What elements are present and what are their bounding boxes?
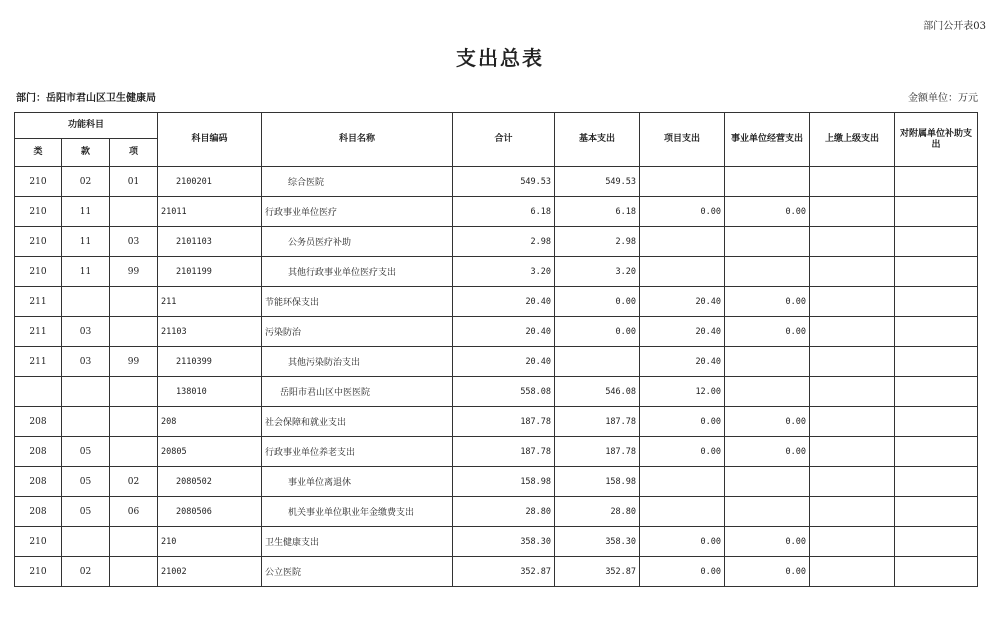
cell-subject-name: 行政事业单位养老支出 <box>262 437 453 467</box>
cell-upper <box>810 197 895 227</box>
cell-basic: 0.00 <box>555 317 640 347</box>
cell-lei: 210 <box>15 257 62 287</box>
cell-business <box>725 227 810 257</box>
cell-subject-name: 公立医院 <box>262 557 453 587</box>
cell-subject-name: 行政事业单位医疗 <box>262 197 453 227</box>
cell-subject-code: 2101103 <box>158 227 262 257</box>
cell-kuan <box>62 527 110 557</box>
table-row <box>15 377 978 407</box>
cell-subject-code: 20805 <box>158 437 262 467</box>
cell-upper <box>810 167 895 197</box>
cell-upper <box>810 497 895 527</box>
cell-subject-name: 机关事业单位职业年金缴费支出 <box>262 497 453 527</box>
table-row <box>15 407 978 437</box>
cell-lei <box>15 377 62 407</box>
cell-project: 20.40 <box>640 347 725 377</box>
header-basic: 基本支出 <box>555 113 640 167</box>
cell-subsidy <box>895 167 978 197</box>
cell-subsidy <box>895 557 978 587</box>
cell-total: 158.98 <box>453 467 555 497</box>
cell-subject-name: 其他污染防治支出 <box>262 347 453 377</box>
cell-basic: 352.87 <box>555 557 640 587</box>
table-row <box>15 287 978 317</box>
cell-subsidy <box>895 437 978 467</box>
cell-kuan <box>62 377 110 407</box>
cell-kuan: 11 <box>62 197 110 227</box>
cell-subject-code: 21103 <box>158 317 262 347</box>
cell-lei: 211 <box>15 287 62 317</box>
cell-basic: 0.00 <box>555 287 640 317</box>
cell-subject-code: 210 <box>158 527 262 557</box>
cell-business <box>725 467 810 497</box>
page-title: 支出总表 <box>456 46 544 70</box>
cell-subject-name: 岳阳市君山区中医医院 <box>262 377 453 407</box>
table-row <box>15 437 978 467</box>
header-xiang: 项 <box>110 139 158 167</box>
cell-kuan: 02 <box>62 557 110 587</box>
cell-xiang <box>110 407 158 437</box>
cell-xiang: 99 <box>110 347 158 377</box>
cell-upper <box>810 227 895 257</box>
cell-subsidy <box>895 467 978 497</box>
cell-total: 28.80 <box>453 497 555 527</box>
table-row <box>15 227 978 257</box>
cell-lei: 208 <box>15 467 62 497</box>
header-total: 合计 <box>453 113 555 167</box>
cell-project: 20.40 <box>640 287 725 317</box>
cell-subject-name: 综合医院 <box>262 167 453 197</box>
cell-subsidy <box>895 527 978 557</box>
cell-upper <box>810 257 895 287</box>
cell-basic: 187.78 <box>555 437 640 467</box>
table-row <box>15 497 978 527</box>
cell-basic: 3.20 <box>555 257 640 287</box>
table-row <box>15 317 978 347</box>
amount-unit-label: 金额单位：万元 <box>908 93 978 104</box>
cell-business: 0.00 <box>725 287 810 317</box>
cell-business: 0.00 <box>725 437 810 467</box>
cell-xiang: 01 <box>110 167 158 197</box>
cell-project <box>640 467 725 497</box>
cell-project: 20.40 <box>640 317 725 347</box>
cell-upper <box>810 407 895 437</box>
cell-business <box>725 167 810 197</box>
table-row <box>15 467 978 497</box>
cell-project: 0.00 <box>640 197 725 227</box>
cell-subsidy <box>895 227 978 257</box>
cell-kuan: 02 <box>62 167 110 197</box>
cell-subject-code: 2101199 <box>158 257 262 287</box>
cell-basic <box>555 347 640 377</box>
cell-basic: 546.08 <box>555 377 640 407</box>
cell-xiang <box>110 527 158 557</box>
cell-project: 12.00 <box>640 377 725 407</box>
cell-total: 187.78 <box>453 437 555 467</box>
cell-total: 558.08 <box>453 377 555 407</box>
cell-lei: 208 <box>15 437 62 467</box>
cell-project: 0.00 <box>640 437 725 467</box>
cell-xiang: 99 <box>110 257 158 287</box>
cell-lei: 211 <box>15 317 62 347</box>
cell-xiang <box>110 437 158 467</box>
cell-xiang: 06 <box>110 497 158 527</box>
cell-project <box>640 227 725 257</box>
header-upper: 上缴上级支出 <box>810 113 895 167</box>
cell-total: 20.40 <box>453 287 555 317</box>
cell-basic: 158.98 <box>555 467 640 497</box>
cell-upper <box>810 317 895 347</box>
cell-total: 187.78 <box>453 407 555 437</box>
cell-subsidy <box>895 257 978 287</box>
cell-kuan: 11 <box>62 257 110 287</box>
cell-upper <box>810 467 895 497</box>
cell-subject-name: 污染防治 <box>262 317 453 347</box>
cell-total: 20.40 <box>453 347 555 377</box>
cell-upper <box>810 377 895 407</box>
cell-subject-name: 社会保障和就业支出 <box>262 407 453 437</box>
cell-project: 0.00 <box>640 527 725 557</box>
cell-total: 352.87 <box>453 557 555 587</box>
cell-basic: 187.78 <box>555 407 640 437</box>
header-project: 项目支出 <box>640 113 725 167</box>
cell-business <box>725 497 810 527</box>
cell-business <box>725 257 810 287</box>
table-row <box>15 347 978 377</box>
cell-business <box>725 377 810 407</box>
cell-total: 358.30 <box>453 527 555 557</box>
cell-subsidy <box>895 347 978 377</box>
expenditure-table <box>14 112 978 587</box>
department-label: 部门：岳阳市君山区卫生健康局 <box>16 93 156 104</box>
cell-upper <box>810 437 895 467</box>
cell-kuan: 11 <box>62 227 110 257</box>
cell-subject-code: 2080506 <box>158 497 262 527</box>
cell-basic: 2.98 <box>555 227 640 257</box>
cell-kuan: 03 <box>62 317 110 347</box>
cell-subject-name: 卫生健康支出 <box>262 527 453 557</box>
cell-subject-code: 21011 <box>158 197 262 227</box>
cell-subsidy <box>895 287 978 317</box>
table-row <box>15 557 978 587</box>
cell-subsidy <box>895 497 978 527</box>
cell-business: 0.00 <box>725 197 810 227</box>
cell-xiang <box>110 317 158 347</box>
cell-xiang: 02 <box>110 467 158 497</box>
cell-upper <box>810 557 895 587</box>
cell-kuan: 05 <box>62 497 110 527</box>
cell-basic: 549.53 <box>555 167 640 197</box>
cell-total: 549.53 <box>453 167 555 197</box>
header-business: 事业单位经营支出 <box>725 113 810 167</box>
header-subject-code: 科目编码 <box>158 113 262 167</box>
cell-xiang: 03 <box>110 227 158 257</box>
cell-lei: 211 <box>15 347 62 377</box>
cell-basic: 6.18 <box>555 197 640 227</box>
cell-lei: 208 <box>15 497 62 527</box>
table-body <box>15 167 978 587</box>
cell-business: 0.00 <box>725 317 810 347</box>
cell-xiang <box>110 197 158 227</box>
cell-upper <box>810 527 895 557</box>
cell-lei: 210 <box>15 527 62 557</box>
cell-subject-code: 2110399 <box>158 347 262 377</box>
cell-subject-code: 138010 <box>158 377 262 407</box>
cell-total: 20.40 <box>453 317 555 347</box>
header-lei: 类 <box>15 139 62 167</box>
header-subsidy: 对附属单位补助支出 <box>895 113 978 167</box>
cell-kuan <box>62 407 110 437</box>
cell-subsidy <box>895 407 978 437</box>
cell-subject-name: 其他行政事业单位医疗支出 <box>262 257 453 287</box>
cell-lei: 210 <box>15 167 62 197</box>
cell-subject-code: 2080502 <box>158 467 262 497</box>
cell-total: 2.98 <box>453 227 555 257</box>
header-function-subject: 功能科目 <box>15 113 158 139</box>
cell-basic: 28.80 <box>555 497 640 527</box>
table-row <box>15 257 978 287</box>
cell-subject-code: 211 <box>158 287 262 317</box>
cell-kuan: 05 <box>62 467 110 497</box>
header-kuan: 款 <box>62 139 110 167</box>
cell-subject-code: 208 <box>158 407 262 437</box>
cell-project <box>640 167 725 197</box>
cell-business: 0.00 <box>725 407 810 437</box>
table-row <box>15 167 978 197</box>
cell-total: 3.20 <box>453 257 555 287</box>
cell-kuan <box>62 287 110 317</box>
cell-lei: 208 <box>15 407 62 437</box>
cell-project: 0.00 <box>640 557 725 587</box>
cell-upper <box>810 347 895 377</box>
cell-business: 0.00 <box>725 527 810 557</box>
cell-xiang <box>110 287 158 317</box>
cell-subsidy <box>895 317 978 347</box>
cell-subsidy <box>895 197 978 227</box>
table-row <box>15 197 978 227</box>
cell-basic: 358.30 <box>555 527 640 557</box>
cell-project <box>640 257 725 287</box>
cell-subject-code: 21002 <box>158 557 262 587</box>
cell-business <box>725 347 810 377</box>
cell-subsidy <box>895 377 978 407</box>
cell-subject-name: 公务员医疗补助 <box>262 227 453 257</box>
cell-subject-code: 2100201 <box>158 167 262 197</box>
cell-subject-name: 节能环保支出 <box>262 287 453 317</box>
cell-xiang <box>110 557 158 587</box>
form-code: 部门公开表03 <box>923 21 986 32</box>
cell-lei: 210 <box>15 227 62 257</box>
cell-kuan: 03 <box>62 347 110 377</box>
cell-subject-name: 事业单位离退休 <box>262 467 453 497</box>
header-subject-name: 科目名称 <box>262 113 453 167</box>
cell-lei: 210 <box>15 197 62 227</box>
cell-project: 0.00 <box>640 407 725 437</box>
cell-kuan: 05 <box>62 437 110 467</box>
cell-total: 6.18 <box>453 197 555 227</box>
cell-lei: 210 <box>15 557 62 587</box>
cell-upper <box>810 287 895 317</box>
cell-project <box>640 497 725 527</box>
table-row <box>15 527 978 557</box>
cell-xiang <box>110 377 158 407</box>
cell-business: 0.00 <box>725 557 810 587</box>
